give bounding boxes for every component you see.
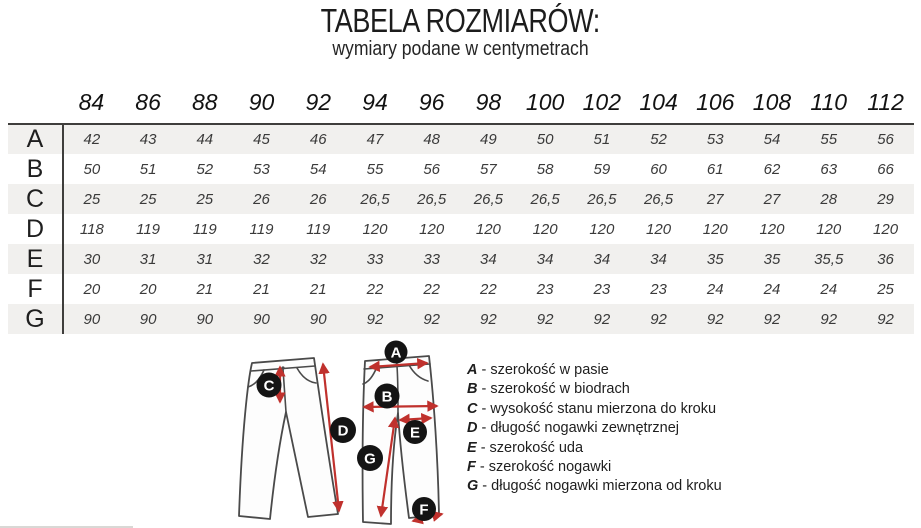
badge-d-letter: D — [337, 422, 349, 440]
size-value-cell: 56 — [877, 131, 894, 148]
size-value-cell: 45 — [253, 131, 270, 148]
size-column-header: 106 — [687, 84, 744, 124]
size-value-cell: 92 — [650, 310, 667, 328]
size-value-cell: 21 — [309, 280, 327, 298]
size-value-cell: 35 — [706, 250, 724, 268]
size-value-cell: 32 — [253, 250, 270, 268]
table-row — [8, 244, 914, 274]
row-label: E — [8, 244, 63, 274]
legend-text: - długość nogawki zewnętrznej — [477, 420, 679, 437]
size-table-body — [8, 124, 914, 334]
size-column-header: 88 — [176, 84, 233, 124]
badge-d — [330, 417, 356, 443]
size-value-cell: 119 — [192, 220, 217, 238]
size-value-cell: 120 — [419, 220, 445, 238]
button-detail — [281, 366, 284, 369]
size-value-cell: 51 — [139, 160, 157, 178]
size-column-header: 110 — [800, 84, 857, 124]
legend-item — [467, 419, 722, 438]
size-value-cell: 54 — [309, 160, 327, 178]
size-value-cell: 20 — [139, 280, 157, 298]
size-value-cell: 28 — [820, 190, 838, 208]
size-value-cell: 34 — [593, 250, 611, 268]
measure-arrow-b — [364, 406, 437, 407]
size-value-cell: 43 — [139, 131, 157, 148]
size-column-header: 112 — [857, 84, 914, 124]
size-value-cell: 23 — [536, 280, 554, 298]
size-value-cell: 52 — [650, 131, 667, 148]
size-value-cell: 26,5 — [530, 190, 560, 208]
size-value-cell: 61 — [706, 160, 724, 178]
badge-c-letter: C — [263, 377, 275, 395]
size-value-cell: 62 — [763, 160, 781, 178]
legend-item — [467, 439, 722, 458]
size-value-cell: 92 — [423, 310, 441, 328]
size-value-cell: 23 — [593, 280, 611, 298]
size-value-cell: 59 — [593, 160, 611, 178]
size-value-cell: 119 — [249, 220, 274, 238]
table-row — [8, 274, 914, 304]
size-value-cell: 120 — [362, 220, 388, 238]
size-column-header: 94 — [347, 84, 404, 124]
size-value-cell: 26 — [253, 190, 270, 208]
badge-b — [375, 384, 400, 409]
size-value-cell: 42 — [83, 131, 101, 148]
size-value-cell: 22 — [423, 280, 441, 298]
size-value-cell: 120 — [532, 220, 558, 238]
size-value-cell: 34 — [650, 250, 667, 268]
page-subtitle: wymiary podane w centymetrach — [332, 38, 589, 60]
size-value-cell: 26,5 — [417, 190, 447, 208]
size-value-cell: 26,5 — [643, 190, 674, 208]
size-value-cell: 92 — [480, 310, 497, 328]
legend-letter: F — [467, 459, 476, 476]
size-value-cell: 32 — [309, 250, 327, 268]
table-row — [8, 184, 914, 214]
size-value-cell: 47 — [366, 131, 384, 148]
legend-item — [467, 361, 722, 380]
size-value-cell: 26,5 — [473, 190, 503, 208]
size-value-cell: 119 — [136, 220, 161, 238]
size-value-cell: 92 — [763, 310, 781, 328]
size-value-cell: 50 — [83, 160, 101, 178]
row-label: A — [8, 124, 63, 154]
size-value-cell: 118 — [79, 220, 104, 238]
page-header — [0, 4, 921, 59]
size-column-header: 98 — [460, 84, 517, 124]
legend-item — [467, 380, 722, 399]
size-column-header: 96 — [403, 84, 460, 124]
badge-a — [385, 341, 408, 364]
size-value-cell: 55 — [820, 131, 838, 148]
size-value-cell: 26,5 — [587, 190, 617, 208]
table-row — [8, 124, 914, 154]
size-value-cell: 24 — [820, 280, 838, 298]
legend-letter: B — [467, 381, 478, 398]
pants-diagram — [225, 340, 465, 528]
legend-letter: C — [467, 400, 478, 417]
legend-letter: A — [467, 362, 478, 378]
size-value-cell: 31 — [196, 250, 214, 268]
legend-text: - szerokość uda — [476, 439, 584, 456]
size-value-cell: 31 — [139, 250, 157, 268]
badge-f-letter: F — [419, 501, 429, 519]
size-value-cell: 48 — [423, 131, 441, 148]
size-column-header: 102 — [573, 84, 630, 124]
size-value-cell: 60 — [650, 160, 667, 178]
badge-a-letter: A — [390, 344, 402, 362]
size-value-cell: 21 — [196, 280, 214, 298]
size-table-head — [8, 84, 914, 124]
size-value-cell: 36 — [877, 250, 894, 268]
size-column-header: 100 — [517, 84, 574, 124]
legend-text: - szerokość w biodrach — [477, 381, 630, 398]
page-title: TABELA ROZMIARÓW: — [320, 2, 601, 39]
table-row — [8, 304, 914, 334]
badge-e — [403, 420, 427, 444]
size-column-header: 92 — [290, 84, 347, 124]
badge-e-letter: E — [409, 424, 421, 442]
size-value-cell: 120 — [873, 220, 899, 238]
size-value-cell: 24 — [763, 280, 781, 298]
size-value-cell: 90 — [83, 310, 101, 328]
table-row — [8, 154, 914, 184]
row-label: D — [8, 214, 63, 244]
size-value-cell: 120 — [816, 220, 842, 238]
table-corner-cell — [8, 84, 63, 124]
pants-front-left — [239, 358, 338, 519]
size-value-cell: 53 — [253, 160, 270, 178]
size-value-cell: 34 — [536, 250, 554, 268]
size-value-cell: 26,5 — [360, 190, 390, 208]
measurement-legend — [467, 361, 722, 497]
size-value-cell: 92 — [706, 310, 724, 328]
legend-text: - szerokość nogawki — [475, 459, 612, 476]
size-column-header: 84 — [63, 84, 120, 124]
legend-letter: E — [467, 439, 477, 456]
row-label: C — [8, 184, 63, 214]
size-value-cell: 57 — [480, 160, 497, 178]
size-value-cell: 27 — [763, 190, 781, 208]
size-table-header-row — [8, 84, 914, 124]
size-value-cell: 53 — [706, 131, 724, 148]
size-table — [8, 84, 914, 334]
size-value-cell: 25 — [83, 190, 101, 208]
size-value-cell: 90 — [196, 310, 214, 328]
size-column-header: 108 — [744, 84, 801, 124]
size-value-cell: 90 — [253, 310, 270, 328]
size-value-cell: 119 — [306, 220, 331, 238]
size-value-cell: 35,5 — [814, 250, 844, 268]
size-value-cell: 29 — [877, 190, 894, 208]
size-value-cell: 25 — [139, 190, 157, 208]
legend-letter: D — [467, 420, 478, 437]
size-value-cell: 54 — [763, 131, 781, 148]
legend-text: - wysokość stanu mierzona do kroku — [477, 400, 717, 417]
row-label: G — [8, 304, 63, 334]
size-value-cell: 33 — [423, 250, 441, 268]
size-value-cell: 20 — [83, 280, 101, 298]
size-value-cell: 92 — [366, 310, 384, 328]
size-value-cell: 24 — [706, 280, 724, 298]
size-value-cell: 120 — [759, 220, 785, 238]
table-row — [8, 214, 914, 244]
size-value-cell: 120 — [646, 220, 672, 238]
size-value-cell: 30 — [83, 250, 101, 268]
badge-f — [412, 497, 436, 521]
size-value-cell: 90 — [139, 310, 157, 328]
size-value-cell: 56 — [423, 160, 441, 178]
badge-c — [257, 373, 282, 398]
size-value-cell: 27 — [706, 190, 724, 208]
size-value-cell: 25 — [196, 190, 214, 208]
size-column-header: 86 — [120, 84, 177, 124]
size-value-cell: 92 — [877, 310, 894, 328]
size-value-cell: 49 — [480, 131, 497, 148]
size-value-cell: 23 — [650, 280, 667, 298]
size-value-cell: 33 — [366, 250, 384, 268]
row-label: F — [8, 274, 63, 304]
size-value-cell: 58 — [536, 160, 554, 178]
size-value-cell: 34 — [480, 250, 497, 268]
size-value-cell: 35 — [763, 250, 781, 268]
size-value-cell: 22 — [366, 280, 384, 298]
size-value-cell: 92 — [536, 310, 554, 328]
size-value-cell: 25 — [877, 280, 894, 298]
size-value-cell: 92 — [820, 310, 838, 328]
size-value-cell: 120 — [589, 220, 615, 238]
size-value-cell: 26 — [309, 190, 327, 208]
size-value-cell: 52 — [196, 160, 214, 178]
size-column-header: 90 — [233, 84, 290, 124]
size-value-cell: 55 — [366, 160, 384, 178]
badge-g — [357, 445, 383, 471]
legend-text: - długość nogawki mierzona od kroku — [478, 478, 722, 495]
size-value-cell: 22 — [480, 280, 497, 298]
legend-item — [467, 458, 722, 477]
size-value-cell: 120 — [475, 220, 501, 238]
legend-letter: G — [467, 478, 479, 495]
row-label: B — [8, 154, 63, 184]
badge-g-letter: G — [364, 450, 376, 468]
legend-item — [467, 477, 722, 496]
size-value-cell: 90 — [309, 310, 327, 328]
size-value-cell: 44 — [196, 131, 214, 148]
badge-b-letter: B — [381, 388, 393, 406]
size-value-cell: 46 — [309, 131, 327, 148]
legend-item — [467, 400, 722, 419]
size-value-cell: 66 — [877, 160, 894, 178]
size-column-header: 104 — [630, 84, 687, 124]
size-value-cell: 21 — [253, 280, 270, 298]
size-value-cell: 63 — [820, 160, 838, 178]
size-value-cell: 92 — [593, 310, 611, 328]
size-value-cell: 120 — [702, 220, 728, 238]
legend-text: - szerokość w pasie — [477, 362, 609, 378]
size-value-cell: 51 — [593, 131, 611, 148]
size-value-cell: 50 — [536, 131, 554, 148]
